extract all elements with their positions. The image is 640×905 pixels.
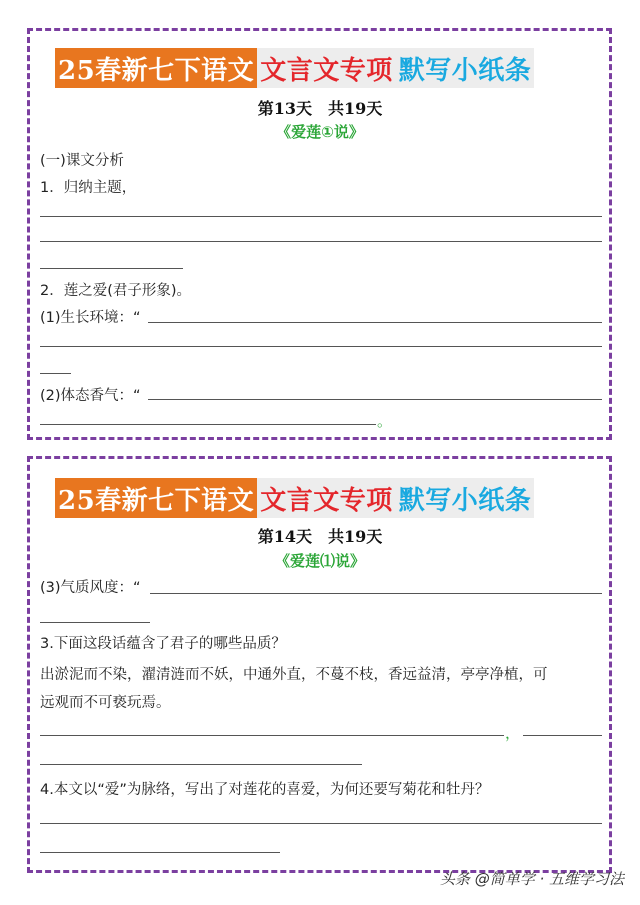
- card1-question-2: 2．莲之爱(君子形象)。: [40, 283, 192, 299]
- answer-line[interactable]: [40, 346, 602, 347]
- card2-title-part2: 文言文专项: [257, 478, 396, 518]
- card1-question-1: 1．归纳主题，: [40, 180, 137, 196]
- card2-question-4: 4.本文以“爱”为脉络，写出了对莲花的喜爱，为何还要写菊花和牡丹？: [40, 782, 490, 798]
- answer-line[interactable]: [40, 216, 602, 217]
- answer-line[interactable]: [148, 322, 602, 323]
- card1-question-2-2: (2)体态香气：“: [40, 388, 141, 404]
- card1-title-part3: 默写小纸条: [396, 48, 535, 88]
- card2-lesson-title: 《爱莲⑴说》: [274, 552, 365, 570]
- card1-title-part1: 25春新七下语文: [55, 48, 257, 88]
- card1-section-heading: (一)课文分析: [40, 153, 124, 169]
- card1-question-2-1: (1)生长环境：“: [40, 310, 141, 326]
- answer-line[interactable]: [40, 241, 602, 242]
- card1-lesson-title: 《爱莲①说》: [276, 123, 364, 141]
- answer-line[interactable]: [523, 735, 602, 736]
- answer-line[interactable]: [40, 823, 602, 824]
- card2-question-2-3: (3)气质风度：“: [40, 580, 141, 596]
- answer-line[interactable]: [40, 735, 504, 736]
- source-watermark: 头条 @简单学 · 五维学习法: [439, 870, 624, 888]
- answer-line[interactable]: [40, 852, 280, 853]
- card2-quote-line1: 出淤泥而不染，濯清涟而不妖，中通外直，不蔓不枝，香远益清，亭亭净植，可: [40, 667, 548, 683]
- comma-mark: ，: [505, 724, 521, 742]
- answer-line[interactable]: [40, 424, 376, 425]
- answer-line[interactable]: [40, 764, 362, 765]
- answer-line[interactable]: [150, 593, 602, 594]
- card2-title-part3: 默写小纸条: [396, 478, 535, 518]
- card2-title-part1: 25春新七下语文: [55, 478, 257, 518]
- card1-title-banner: [55, 48, 534, 88]
- card1-day-label: 第13天 共19天: [257, 99, 383, 118]
- card2-title-banner: [55, 478, 534, 518]
- card2-quote-line2: 远观而不可亵玩焉。: [40, 695, 171, 711]
- card1-title-part2: 文言文专项: [257, 48, 396, 88]
- answer-line[interactable]: [148, 399, 602, 400]
- answer-line[interactable]: [40, 268, 183, 269]
- answer-line[interactable]: [40, 622, 150, 623]
- worksheet-card-day13: [27, 28, 612, 440]
- end-period-mark: 。: [377, 412, 393, 430]
- card2-question-3: 3.下面这段话蕴含了君子的哪些品质？: [40, 636, 286, 652]
- answer-line[interactable]: [40, 373, 71, 374]
- card2-day-label: 第14天 共19天: [257, 527, 383, 546]
